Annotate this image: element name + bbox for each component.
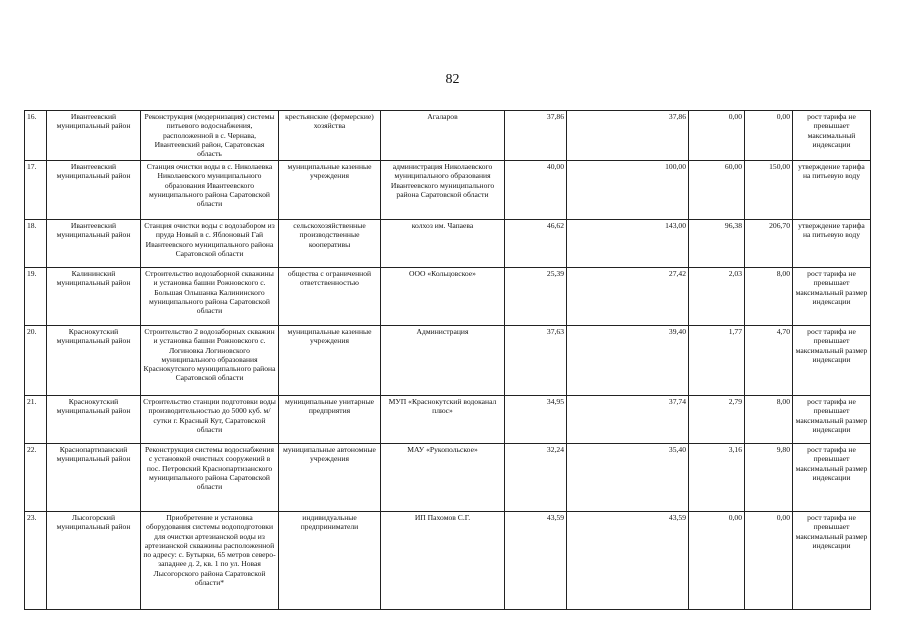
value-cell: 37,74 (567, 396, 689, 444)
org-type-cell: сельскохозяйственные производственные кооперативы (279, 220, 381, 268)
org-type-cell: муниципальные казенные учреждения (279, 326, 381, 396)
organization-cell: Агаларов (381, 111, 505, 161)
project-cell: Строительство водозаборной скважины и установка башни Рожновского с. Большая Ольшанка Калининского муниципального района Саратовской области (141, 268, 279, 326)
row-number: 16. (25, 111, 47, 161)
district-cell: Краснокутский муниципальный район (47, 396, 141, 444)
value-cell: 0,00 (745, 512, 793, 610)
organization-cell: МАУ «Рукопольское» (381, 444, 505, 512)
value-cell: 37,63 (505, 326, 567, 396)
value-cell: 0,00 (689, 512, 745, 610)
row-number: 22. (25, 444, 47, 512)
organization-cell: МУП «Краснокутский водоканал плюс» (381, 396, 505, 444)
note-cell: рост тарифа не превышает максимальный размер индексации (793, 268, 871, 326)
value-cell: 206,70 (745, 220, 793, 268)
value-cell: 46,62 (505, 220, 567, 268)
table-row (25, 396, 871, 444)
value-cell: 9,80 (745, 444, 793, 512)
tariff-table (24, 110, 871, 610)
value-cell: 143,00 (567, 220, 689, 268)
org-type-cell: муниципальные автономные учреждения (279, 444, 381, 512)
project-cell: Строительство 2 водозаборных скважин и установка башни Рожновского с. Логиновка Логиновского муниципального образования Краснокутского муниципального района Саратовской области (141, 326, 279, 396)
value-cell: 8,00 (745, 268, 793, 326)
table-row (25, 111, 871, 161)
organization-cell: колхоз им. Чапаева (381, 220, 505, 268)
note-cell: рост тарифа не превышает максимальный размер индексации (793, 512, 871, 610)
note-cell: рост тарифа не превышает максимальный размер индексации (793, 326, 871, 396)
row-number: 23. (25, 512, 47, 610)
district-cell: Ивантеевский муниципальный район (47, 111, 141, 161)
value-cell: 35,40 (567, 444, 689, 512)
value-cell: 60,00 (689, 161, 745, 220)
table-row (25, 161, 871, 220)
organization-cell: Администрация (381, 326, 505, 396)
project-cell: Строительство станции подготовки воды производительностью до 5000 куб. м/сутки г. Красный Кут, Саратовской области (141, 396, 279, 444)
row-number: 18. (25, 220, 47, 268)
note-cell: рост тарифа не превышает максимальный размер индексации (793, 396, 871, 444)
value-cell: 0,00 (689, 111, 745, 161)
value-cell: 2,03 (689, 268, 745, 326)
org-type-cell: индивидуальные предприниматели (279, 512, 381, 610)
org-type-cell: муниципальные казенные учреждения (279, 161, 381, 220)
project-cell: Станция очистки воды с водозабором из пруда Новый в с. Яблоновый Гай Ивантеевского муниципального района Саратовской области (141, 220, 279, 268)
org-type-cell: общества с ограниченной ответственностью (279, 268, 381, 326)
project-cell: Приобретение и установка оборудования системы водоподготовки для очистки артезианской воды из артезианской скважины расположенной по адресу: с. Бутырки, 65 метров северо-западнее д. 2, кв. 1 по ул. Новая Лысогорского района Саратовской области* (141, 512, 279, 610)
organization-cell: ИП Пахомов С.Г. (381, 512, 505, 610)
table-row (25, 268, 871, 326)
value-cell: 8,00 (745, 396, 793, 444)
value-cell: 100,00 (567, 161, 689, 220)
value-cell: 43,59 (567, 512, 689, 610)
org-type-cell: муниципальные унитарные предприятия (279, 396, 381, 444)
district-cell: Ивантеевский муниципальный район (47, 220, 141, 268)
row-number: 21. (25, 396, 47, 444)
note-cell: утверждение тарифа на питьевую воду (793, 220, 871, 268)
value-cell: 4,70 (745, 326, 793, 396)
row-number: 17. (25, 161, 47, 220)
value-cell: 43,59 (505, 512, 567, 610)
page-number: 82 (445, 72, 460, 87)
value-cell: 39,40 (567, 326, 689, 396)
district-cell: Краснопартизанский муниципальный район (47, 444, 141, 512)
value-cell: 0,00 (745, 111, 793, 161)
district-cell: Лысогорский муниципальный район (47, 512, 141, 610)
district-cell: Краснокутский муниципальный район (47, 326, 141, 396)
value-cell: 40,00 (505, 161, 567, 220)
value-cell: 1,77 (689, 326, 745, 396)
organization-cell: ООО «Кольцовское» (381, 268, 505, 326)
table-row (25, 512, 871, 610)
row-number: 19. (25, 268, 47, 326)
value-cell: 32,24 (505, 444, 567, 512)
value-cell: 34,95 (505, 396, 567, 444)
district-cell: Ивантеевский муниципальный район (47, 161, 141, 220)
project-cell: Реконструкция системы водоснабжения с установкой очистных сооружений в пос. Петровский Краснопартизанского муниципального района Саратовской области (141, 444, 279, 512)
project-cell: Станция очистки воды в с. Николаевка Николаевского муниципального образования Ивантеевского муниципального района Саратовской области (141, 161, 279, 220)
value-cell: 150,00 (745, 161, 793, 220)
value-cell: 37,86 (505, 111, 567, 161)
value-cell: 27,42 (567, 268, 689, 326)
district-cell: Калининский муниципальный район (47, 268, 141, 326)
note-cell: утверждение тарифа на питьевую воду (793, 161, 871, 220)
organization-cell: администрация Николаевского муниципального образования Ивантеевского муниципального района Саратовской области (381, 161, 505, 220)
value-cell: 3,16 (689, 444, 745, 512)
table-row (25, 326, 871, 396)
table-row (25, 220, 871, 268)
org-type-cell: крестьянские (фермерские) хозяйства (279, 111, 381, 161)
row-number: 20. (25, 326, 47, 396)
value-cell: 37,86 (567, 111, 689, 161)
note-cell: рост тарифа не превышает максимальный индексации (793, 111, 871, 161)
value-cell: 25,39 (505, 268, 567, 326)
value-cell: 2,79 (689, 396, 745, 444)
note-cell: рост тарифа не превышает максимальный размер индексации (793, 444, 871, 512)
project-cell: Реконструкция (модернизация) системы питьевого водоснабжения, расположенной в с. Чернава, Ивантеевский район, Саратовская область (141, 111, 279, 161)
table-row (25, 444, 871, 512)
value-cell: 96,38 (689, 220, 745, 268)
